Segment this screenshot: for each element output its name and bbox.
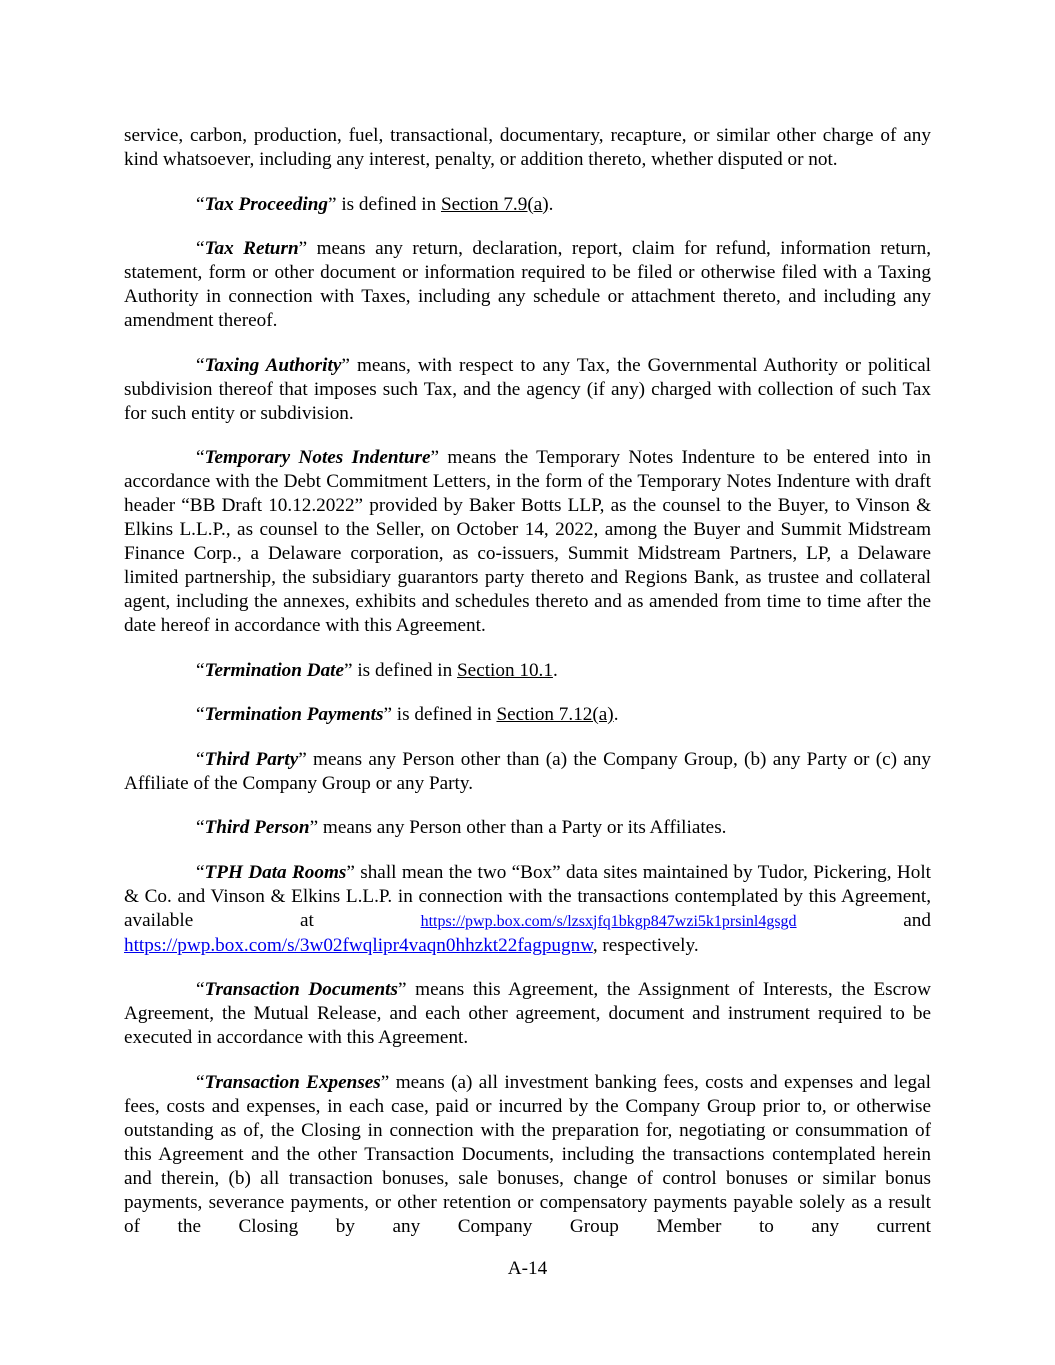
page-number: A-14	[507, 1258, 548, 1279]
defined-term: Temporary Notes Indenture	[204, 447, 431, 468]
definition-temporary-notes-indenture: “Temporary Notes Indenture” means the Temporary Notes Indenture to be entered into in accordance with the Debt Commitment Letters, in the form of the Temporary Notes Indenture with draft header “BB Draft 10.12.2022” provided by Baker Botts LLP, as the counsel to the Buyer, to Vinson & Elkins L.L.P., as counsel to the Seller, on October 14, 2022, among the Buyer and Summit Midstream Finance Corp., a Delaware corporation, as co-issuers, Summit Midstream Partners, LP, a Delaware limited partnership, the subsidiary guarantors party thereto and Regions Bank, as trustee and collateral agent, including the annexes, exhibits and schedules thereto and as amended from time to time after the date hereof in accordance with this Agreement.	[124, 447, 931, 636]
definition-third-party: “Third Party” means any Person other than (a) the Company Group, (b) any Party or (c) any Affiliate of the Company Group or any Party.	[124, 748, 931, 794]
defined-term: Tax Return	[204, 238, 299, 259]
data-room-link-2[interactable]: https://pwp.box.com/s/3w02fwqlipr4vaqn0hhzkt22fagpugnw	[124, 934, 593, 956]
definition-tax-return: “Tax Return” means any return, declaration, report, claim for refund, information return, statement, form or other document or information required to be filed or otherwise filed with a Taxing Authority in connection with Taxes, including any schedule or attachment thereto, and including any amendment thereof.	[124, 238, 931, 331]
section-reference: Section 7.12(a)	[496, 704, 614, 725]
definition-termination-date: “Termination Date” is defined in Section 10.1.	[196, 659, 558, 681]
definition-tph-data-rooms: “TPH Data Rooms” shall mean the two “Box” data sites maintained by Tudor, Pickering, Holt & Co. and Vinson & Elkins L.L.P. in connection with the transactions contemplated by this Agreement, available at https://pwp.box.com/s/lzsxjfq1bkgp847wzi5k1prsinl4gsgd and https://pwp.box.com/s/3w02fwqlipr4vaqn0hhzkt22fagpugnw, respectively.	[124, 861, 931, 956]
defined-term: Termination Date	[204, 659, 345, 681]
defined-term: Termination Payments	[204, 704, 384, 725]
section-reference: Section 10.1	[457, 659, 553, 681]
defined-term: TPH Data Rooms	[204, 861, 347, 883]
definition-tax-proceeding: “Tax Proceeding” is defined in Section 7.9(a).	[196, 193, 554, 215]
definition-taxing-authority: “Taxing Authority” means, with respect to any Tax, the Governmental Authority or political subdivision thereof that imposes such Tax, and the agency (if any) charged with collection of such Tax for such entity or subdivision.	[124, 354, 931, 424]
defined-term: Third Party	[204, 748, 299, 770]
data-room-link-1[interactable]: https://pwp.box.com/s/lzsxjfq1bkgp847wzi5k1prsinl4gsgd	[420, 912, 797, 930]
definition-third-person: “Third Person” means any Person other than a Party or its Affiliates.	[196, 817, 727, 838]
definition-transaction-documents: “Transaction Documents” means this Agreement, the Assignment of Interests, the Escrow Agreement, the Mutual Release, and each other agreement, document and instrument required to be executed in accordance with this Agreement.	[124, 979, 931, 1048]
defined-term: Taxing Authority	[204, 354, 342, 376]
defined-term: Tax Proceeding	[204, 193, 328, 215]
defined-term: Transaction Expenses	[204, 1071, 381, 1093]
definition-termination-payments: “Termination Payments” is defined in Section 7.12(a).	[196, 704, 619, 725]
section-reference: Section 7.9(a)	[440, 193, 549, 215]
definition-transaction-expenses: “Transaction Expenses” means (a) all investment banking fees, costs and expenses and legal fees, costs and expenses, in each case, paid or incurred by the Company Group prior to, or otherwise outstanding as of, the Closing in connection with the preparation for, negotiating or consummation of this Agreement and the other Transaction Documents, including the transactions contemplated herein and therein, (b) all transaction bonuses, sale bonuses, change of control bonuses or similar bonus payments, severance payments, or other retention or compensatory payments payable solely as a result of the Closing by any Company Group Member to any current	[124, 1071, 931, 1237]
document-page	[124, 124, 931, 1259]
intro-paragraph: service, carbon, production, fuel, transactional, documentary, recapture, or similar other charge of any kind whatsoever, including any interest, penalty, or addition thereto, whether disputed or not.	[124, 125, 931, 170]
defined-term: Transaction Documents	[204, 979, 398, 1000]
defined-term: Third Person	[204, 817, 310, 838]
